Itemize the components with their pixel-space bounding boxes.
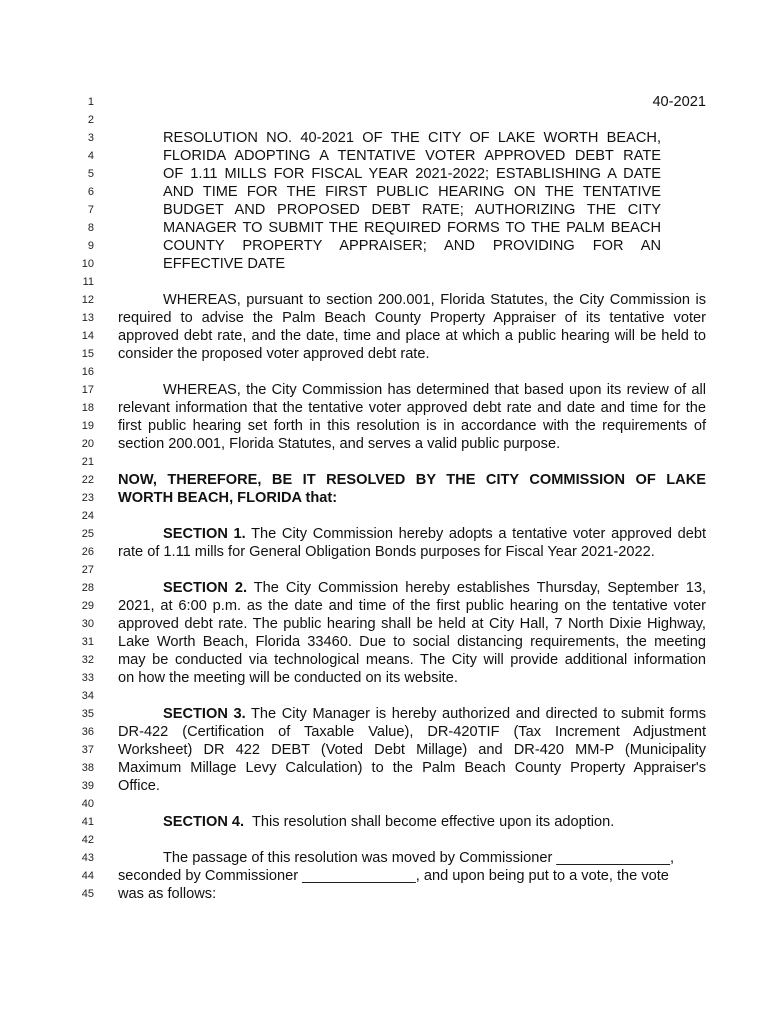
line-29 (0, 597, 770, 615)
line-11 (0, 273, 770, 291)
section-1-text: The City Commission hereby adopts a tentative voter approved debt (245, 526, 706, 542)
section-4-heading: SECTION 4. (163, 814, 245, 830)
whereas-line: required to advise the Palm Beach County Property Appraiser of its tentative voter (118, 310, 706, 326)
section-2-line: Lake Worth Beach, Florida 33460. Due to social distancing requirements, the meeting (118, 634, 706, 650)
section-2-line: approved debt rate. The public hearing shall be held at City Hall, 7 North Dixie Highway, (118, 616, 706, 632)
line-number: 11 (82, 276, 94, 288)
line-number: 36 (81, 726, 94, 738)
title-line: EFFECTIVE DATE (163, 256, 286, 272)
title-line: RESOLUTION NO. 40-2021 OF THE CITY OF LAKE WORTH BEACH, (163, 130, 661, 146)
line-number: 31 (81, 636, 94, 648)
line-number: 9 (87, 240, 94, 252)
line-number: 15 (81, 348, 94, 360)
line-number: 3 (87, 132, 94, 144)
line-number: 21 (81, 456, 94, 468)
whereas-line: approved debt rate, and the date, time and place at which a public hearing will be held to (118, 328, 706, 344)
line-13 (0, 309, 770, 327)
line-3 (0, 129, 770, 147)
line-number: 18 (81, 402, 94, 414)
line-number: 6 (87, 186, 94, 198)
line-8 (0, 219, 770, 237)
line-41 (0, 813, 770, 831)
section-3-heading: SECTION 3. (163, 706, 246, 722)
section-2-line: may be conducted via technological means. The City will provide additional information (118, 652, 706, 668)
whereas-line: WHEREAS, pursuant to section 200.001, Florida Statutes, the City Commission is (163, 292, 706, 308)
section-2-line (163, 579, 706, 597)
whereas-line: section 200.001, Florida Statutes, and serves a valid public purpose. (118, 436, 561, 452)
line-12 (0, 291, 770, 309)
line-number: 43 (81, 852, 94, 864)
line-9 (0, 237, 770, 255)
section-3-line: Worksheet) DR 422 DEBT (Voted Debt Millage) and DR-420 MM-P (Municipality (118, 742, 706, 758)
line-14 (0, 327, 770, 345)
line-number: 45 (81, 888, 94, 900)
line-21 (0, 453, 770, 471)
line-7 (0, 201, 770, 219)
section-1-line: rate of 1.11 mills for General Obligation Bonds purposes for Fiscal Year 2021-2022. (118, 544, 655, 560)
line-number: 37 (81, 744, 94, 756)
line-number: 8 (87, 222, 94, 234)
line-32 (0, 651, 770, 669)
section-3-text: The City Manager is hereby authorized and directed to submit forms (245, 706, 707, 722)
line-30 (0, 615, 770, 633)
line-19 (0, 417, 770, 435)
title-line: BUDGET AND PROPOSED DEBT RATE; AUTHORIZING THE CITY (163, 202, 661, 218)
line-31 (0, 633, 770, 651)
line-40 (0, 795, 770, 813)
section-2-heading: SECTION 2. (163, 580, 248, 596)
line-26 (0, 543, 770, 561)
line-2 (0, 111, 770, 129)
line-number: 17 (81, 384, 94, 396)
section-2-line: 2021, at 6:00 p.m. as the date and time of the first public hearing on the tentative voter (118, 598, 706, 614)
line-17 (0, 381, 770, 399)
line-number: 34 (81, 690, 94, 702)
line-number: 28 (81, 582, 94, 594)
whereas-line: first public hearing set forth in this resolution is in accordance with the requirements of (118, 418, 706, 434)
line-22 (0, 471, 770, 489)
line-number: 4 (87, 150, 94, 162)
line-number: 40 (81, 798, 94, 810)
title-line: COUNTY PROPERTY APPRAISER; AND PROVIDING FOR AN (163, 238, 661, 254)
passage-line: was as follows: (118, 886, 217, 902)
line-number: 19 (81, 420, 94, 432)
title-line: MANAGER TO SUBMIT THE REQUIRED FORMS TO THE PALM BEACH (163, 220, 661, 236)
whereas-line: WHEREAS, the City Commission has determined that based upon its review of all (163, 382, 706, 398)
line-number: 41 (81, 816, 94, 828)
line-16 (0, 363, 770, 381)
passage-line: seconded by Commissioner ______________, and upon being put to a vote, the vote (118, 868, 669, 884)
whereas-line: consider the proposed voter approved debt rate. (118, 346, 430, 362)
resolved-line: NOW, THEREFORE, BE IT RESOLVED BY THE CITY COMMISSION OF LAKE (118, 472, 706, 488)
whereas-line: relevant information that the tentative voter approved debt rate and date and time for the (118, 400, 706, 416)
section-2-line: on how the meeting will be conducted on its website. (118, 670, 458, 686)
line-number: 1 (87, 96, 94, 108)
line-number: 38 (81, 762, 94, 774)
section-1-line (163, 525, 706, 543)
line-44 (0, 867, 770, 885)
line-number: 14 (81, 330, 94, 342)
line-number: 20 (81, 438, 94, 450)
line-number: 10 (81, 258, 94, 270)
line-18 (0, 399, 770, 417)
line-37 (0, 741, 770, 759)
line-number: 13 (81, 312, 94, 324)
section-4-line (163, 813, 614, 831)
line-number: 30 (81, 618, 94, 630)
title-line: AND TIME FOR THE FIRST PUBLIC HEARING ON THE TENTATIVE (163, 184, 661, 200)
section-3-line (163, 705, 706, 723)
line-23 (0, 489, 770, 507)
line-6 (0, 183, 770, 201)
section-4-text: This resolution shall become effective upon its adoption. (244, 814, 615, 830)
line-25 (0, 525, 770, 543)
line-number: 5 (87, 168, 94, 180)
line-number: 22 (81, 474, 94, 486)
line-28 (0, 579, 770, 597)
line-number: 33 (81, 672, 94, 684)
line-number: 16 (81, 366, 94, 378)
line-42 (0, 831, 770, 849)
line-number: 25 (81, 528, 94, 540)
line-20 (0, 435, 770, 453)
line-10 (0, 255, 770, 273)
line-45 (0, 885, 770, 903)
line-24 (0, 507, 770, 525)
line-number: 23 (81, 492, 94, 504)
title-line: FLORIDA ADOPTING A TENTATIVE VOTER APPROVED DEBT RATE (163, 148, 661, 164)
section-2-text: The City Commission hereby establishes Thursday, September 13, (247, 580, 707, 596)
line-34 (0, 687, 770, 705)
line-number: 35 (81, 708, 94, 720)
line-5 (0, 165, 770, 183)
line-39 (0, 777, 770, 795)
line-number: 29 (81, 600, 94, 612)
line-38 (0, 759, 770, 777)
line-number: 44 (81, 870, 94, 882)
section-3-line: DR-422 (Certification of Taxable Value), DR-420TIF (Tax Increment Adjustment (118, 724, 706, 740)
line-number: 26 (81, 546, 94, 558)
line-15 (0, 345, 770, 363)
line-number: 12 (81, 294, 94, 306)
document-number: 40-2021 (652, 94, 706, 110)
title-line: OF 1.11 MILLS FOR FISCAL YEAR 2021-2022; ESTABLISHING A DATE (163, 166, 661, 182)
line-36 (0, 723, 770, 741)
line-number: 42 (81, 834, 94, 846)
line-43 (0, 849, 770, 867)
line-number: 7 (87, 204, 94, 216)
line-number: 32 (81, 654, 94, 666)
section-3-line: Office. (118, 778, 160, 794)
line-33 (0, 669, 770, 687)
passage-line: The passage of this resolution was moved by Commissioner ______________, (163, 850, 675, 866)
line-number: 39 (81, 780, 94, 792)
line-number: 24 (81, 510, 94, 522)
line-1 (0, 93, 770, 111)
line-number: 2 (87, 114, 94, 126)
section-3-line: Maximum Millage Levy Calculation) to the Palm Beach County Property Appraiser's (118, 760, 706, 776)
resolved-line: WORTH BEACH, FLORIDA that: (118, 490, 338, 506)
section-1-heading: SECTION 1. (163, 526, 246, 542)
line-35 (0, 705, 770, 723)
line-27 (0, 561, 770, 579)
line-4 (0, 147, 770, 165)
line-number: 27 (81, 564, 94, 576)
